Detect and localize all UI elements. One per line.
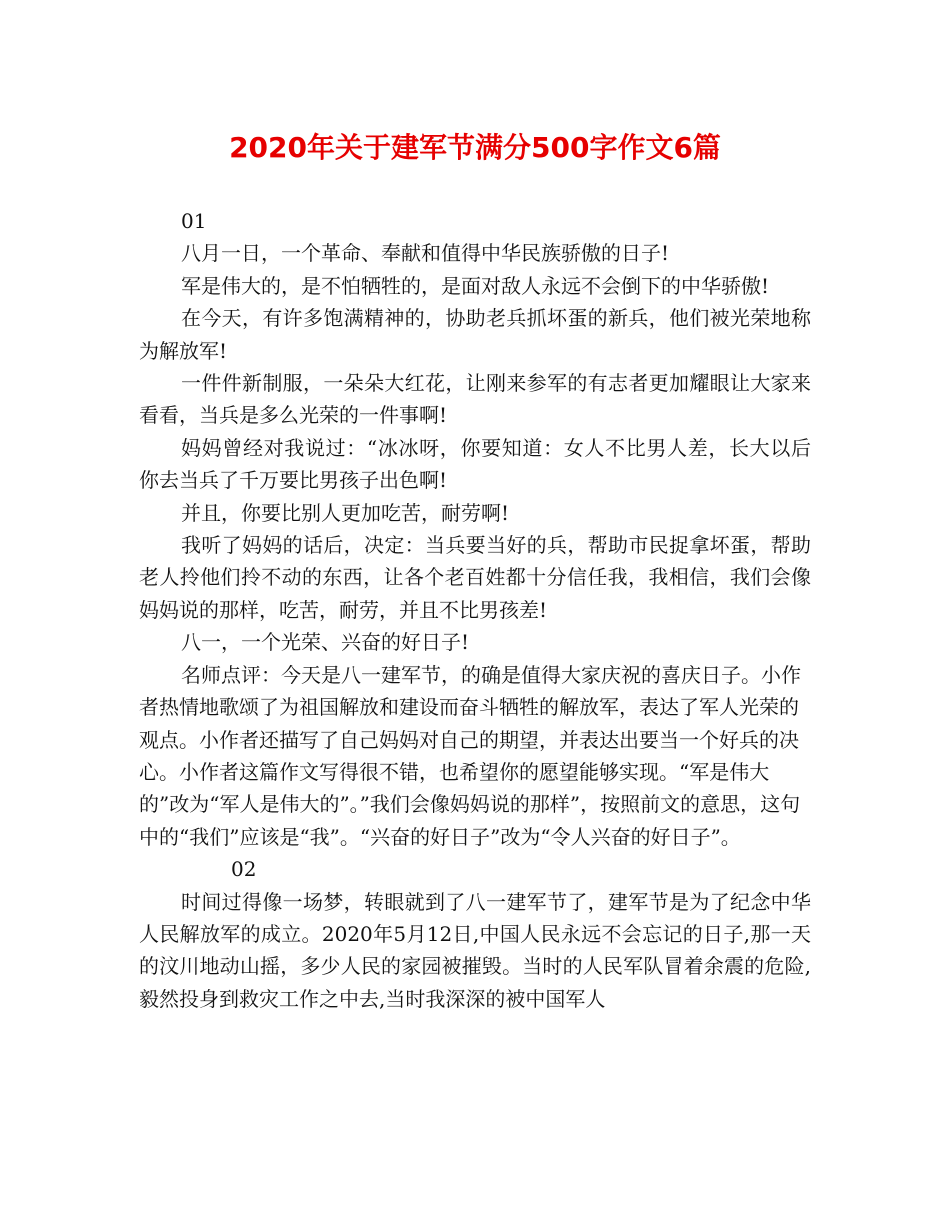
paragraph: 并且，你要比别人更加吃苦，耐劳啊!: [181, 500, 510, 525]
teacher-comment-paragraph: [139, 659, 811, 886]
section-marker-01: 01: [181, 209, 207, 233]
document-title: 2020年关于建军节满分500字作文6篇: [229, 131, 721, 164]
paragraph: 一件件新制服，一朵朵大红花，让刚来参军的有志者更加耀眼让大家来看看，当兵是多么光荣的一件事啊!: [139, 371, 811, 428]
paragraph: 在今天，有许多饱满精神的，协助老兵抓坏蛋的新兵，他们被光荣地称为解放军!: [139, 306, 811, 363]
section-marker-02: 02: [231, 857, 257, 882]
paragraph: 时间过得像一场梦，转眼就到了八一建军节了，建军节是为了纪念中华人民解放军的成立。2020年5月12日,中国人民永远不会忘记的日子,那一天的汶川地动山摇，多少人民的家园被摧毁。当时的人民军队冒着余震的危险,毅然投身到救灾工作之中去,当时我深深的被中国军人: [139, 889, 811, 1011]
paragraph: 我听了妈妈的话后，决定：当兵要当好的兵，帮助市民捉拿坏蛋，帮助老人拎他们拎不动的东西，让各个老百姓都十分信任我，我相信，我们会像妈妈说的那样，吃苦，耐劳，并且不比男孩差!: [139, 533, 811, 622]
paragraph: 八月一日，一个革命、奉献和值得中华民族骄傲的日子!: [181, 241, 670, 266]
paragraph: 妈妈曾经对我说过：“冰冰呀，你要知道：女人不比男人差，长大以后你去当兵了千万要比男孩子出色啊!: [139, 435, 811, 493]
teacher-comment-text: 名师点评：今天是八一建军节，的确是值得大家庆祝的喜庆日子。小作者热情地歌颂了为祖国解放和建设而奋斗牺牲的解放军，表达了军人光荣的观点。小作者还描写了自己妈妈对自己的期望，并表达出要当一个好兵的决心。小作者这篇作文写得很不错，也希望你的愿望能够实现。“军是伟大的”改为“军人是伟大的”。”我们会像妈妈说的那样”，按照前文的意思，这句中的“我们”应该是“我”。“兴奋的好日子”改为“令人兴奋的好日子”。: [139, 662, 801, 849]
paragraph: 八一，一个光荣、兴奋的好日子!: [181, 630, 470, 655]
document-body: [139, 205, 811, 1015]
paragraph: 军是伟大的，是不怕牺牲的，是面对敌人永远不会倒下的中华骄傲!: [181, 273, 770, 298]
